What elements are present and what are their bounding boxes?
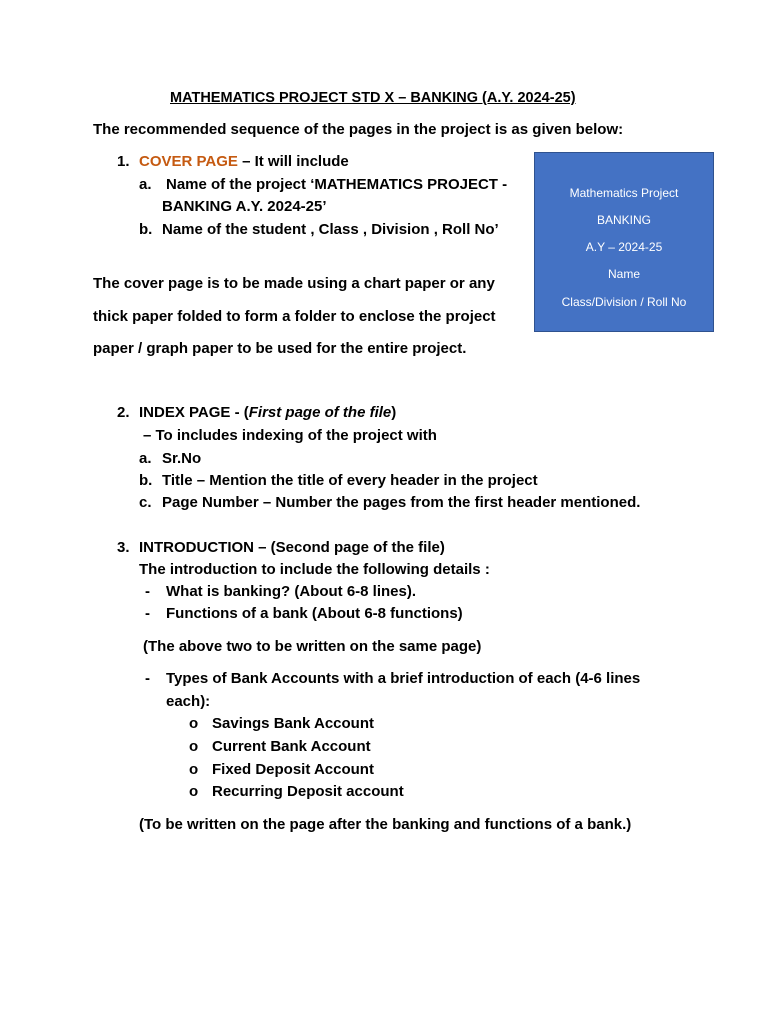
- cover-sample-box: [534, 152, 714, 332]
- introduction-number: 3.: [117, 539, 130, 556]
- introduction-types-line: each):: [166, 693, 211, 710]
- dash-bullet: -: [145, 605, 150, 622]
- cover-number: 1.: [117, 153, 130, 170]
- index-item-text: Sr.No: [162, 450, 202, 467]
- index-heading-close: ): [391, 404, 397, 421]
- introduction-subline: The introduction to include the following details :: [139, 561, 490, 578]
- index-subline: – To includes indexing of the project with: [143, 427, 437, 444]
- introduction-types-line: Types of Bank Accounts with a brief introduction of each (4-6 lines: [166, 670, 641, 687]
- cover-heading: [139, 153, 349, 171]
- index-item-letter: c.: [139, 494, 152, 511]
- cover-box-line: A.Y – 2024-25: [585, 240, 663, 254]
- cover-item-text: Name of the student , Class , Division , Roll No’: [162, 221, 499, 238]
- document-title: MATHEMATICS PROJECT STD X – BANKING (A.Y. 2024-25): [170, 90, 576, 106]
- cover-item-letter: a.: [139, 176, 152, 193]
- cover-item-text: BANKING A.Y. 2024-25’: [162, 198, 327, 215]
- index-heading-italic: First page of the file: [248, 404, 392, 421]
- account-type: Savings Bank Account: [212, 715, 374, 732]
- cover-box-line: BANKING: [596, 213, 651, 227]
- introduction-heading: INTRODUCTION – (Second page of the file): [139, 539, 445, 556]
- dash-bullet: -: [145, 670, 150, 687]
- introduction-note: (To be written on the page after the banking and functions of a bank.): [139, 816, 632, 833]
- cover-paragraph-line: paper / graph paper to be used for the entire project.: [93, 340, 467, 357]
- introduction-dash-item: Functions of a bank (About 6-8 functions): [166, 605, 463, 622]
- index-heading: [139, 404, 396, 422]
- index-number: 2.: [117, 404, 130, 421]
- index-item-letter: a.: [139, 450, 152, 467]
- cover-paragraph-line: The cover page is to be made using a chart paper or any: [93, 275, 495, 292]
- account-type: Fixed Deposit Account: [212, 761, 374, 778]
- cover-item-text: Name of the project ‘MATHEMATICS PROJECT -: [166, 176, 508, 193]
- cover-item-letter: b.: [139, 221, 153, 238]
- introduction-dash-item: What is banking? (About 6-8 lines).: [166, 583, 417, 600]
- circle-bullet: o: [189, 761, 199, 778]
- index-heading-label: INDEX PAGE - (: [139, 404, 249, 421]
- cover-heading-rest: – It will include: [237, 153, 349, 170]
- cover-paragraph-line: thick paper folded to form a folder to enclose the project: [93, 308, 496, 325]
- circle-bullet: o: [189, 715, 199, 732]
- cover-box-line: Mathematics Project: [569, 186, 679, 200]
- intro-sentence: The recommended sequence of the pages in the project is as given below:: [93, 121, 624, 138]
- cover-box-line: Class/Division / Roll No: [561, 295, 687, 309]
- dash-bullet: -: [145, 583, 150, 600]
- index-item-letter: b.: [139, 472, 153, 489]
- account-type: Recurring Deposit account: [212, 783, 404, 800]
- cover-box-line: Name: [607, 267, 640, 281]
- account-type: Current Bank Account: [212, 738, 371, 755]
- circle-bullet: o: [189, 738, 199, 755]
- introduction-note: (The above two to be written on the same page): [143, 638, 482, 655]
- index-item-text: Page Number – Number the pages from the first header mentioned.: [162, 494, 641, 511]
- circle-bullet: o: [189, 783, 199, 800]
- cover-heading-label: COVER PAGE: [139, 153, 238, 170]
- index-item-text: Title – Mention the title of every header in the project: [162, 472, 538, 489]
